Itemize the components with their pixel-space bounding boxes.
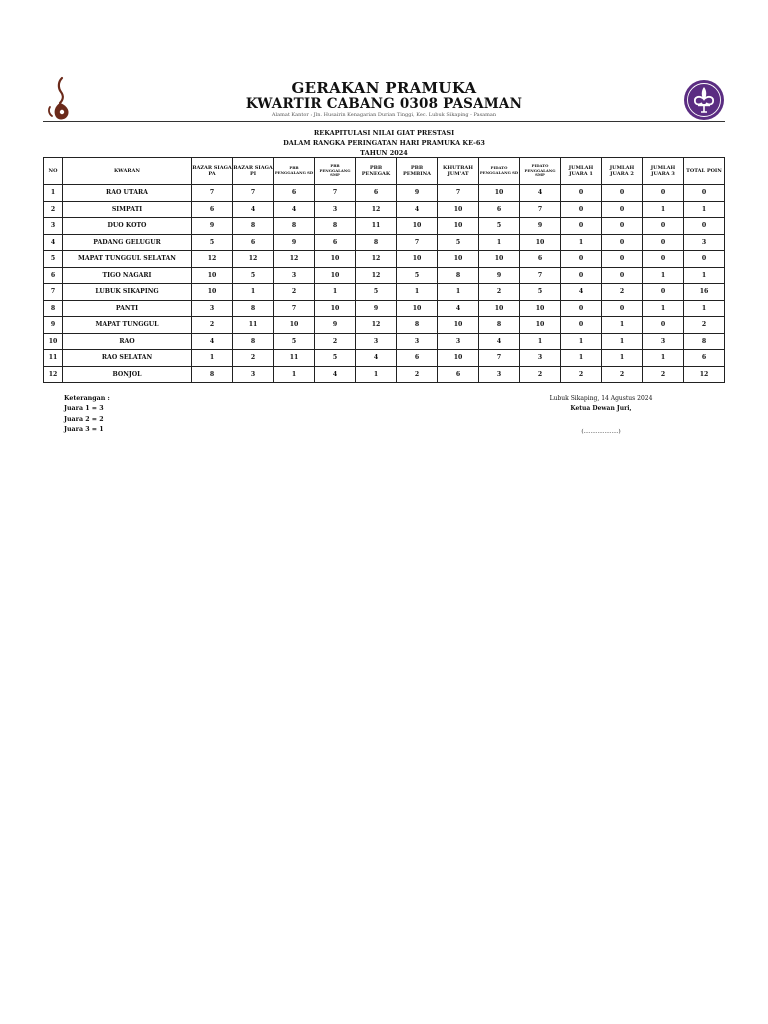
header-divider [43,121,725,122]
column-header: JUMLAH JUARA 1 [561,158,602,185]
table-row [44,284,725,301]
table-cell: 2 [274,284,315,301]
table-cell: 10 [438,350,479,367]
table-cell: 4 [274,201,315,218]
table-cell: 9 [356,300,397,317]
table-cell: 2 [643,366,684,383]
table-cell: 12 [356,267,397,284]
table-cell: 1 [684,201,725,218]
table-cell: 10 [520,317,561,334]
table-cell: 3 [684,234,725,251]
table-cell: 9 [397,185,438,202]
table-cell: 1 [643,267,684,284]
table-cell: 5 [438,234,479,251]
table-cell: 8 [397,317,438,334]
table-cell: 0 [602,185,643,202]
table-row [44,185,725,202]
table-row [44,251,725,268]
table-cell: 4 [438,300,479,317]
table-cell: 12 [274,251,315,268]
table-cell: 10 [315,300,356,317]
table-cell: 6 [233,234,274,251]
table-cell: 12 [356,251,397,268]
signature-role: Ketua Dewan Juri, [570,405,632,413]
table-cell: 1 [397,284,438,301]
signature-place-date: Lubuk Sikaping, 14 Agustus 2024 [549,395,653,402]
table-cell: 10 [520,234,561,251]
table-cell: 10 [315,267,356,284]
table-cell: 12 [44,366,63,383]
report-titles [0,128,768,158]
table-cell: 0 [643,251,684,268]
table-cell: 0 [643,317,684,334]
table-cell: 8 [44,300,63,317]
table-cell: 12 [192,251,233,268]
table-cell: 10 [192,284,233,301]
table-cell: 9 [44,317,63,334]
table-cell: 1 [192,350,233,367]
table-cell: 7 [315,185,356,202]
table-cell: 1 [602,317,643,334]
table-cell: 6 [192,201,233,218]
table-cell: 2 [561,366,602,383]
table-cell: 1 [520,333,561,350]
table-cell: 1 [643,300,684,317]
table-cell: 5 [233,267,274,284]
table-cell: 2 [684,317,725,334]
table-row [44,300,725,317]
report-title-line-1: REKAPITULASI NILAI GIAT PRESTASI [313,129,455,137]
table-cell: 0 [643,185,684,202]
table-cell: 7 [397,234,438,251]
table-cell: 4 [397,201,438,218]
table-cell: 10 [438,218,479,235]
signature-blank: (....................) [581,428,621,435]
table-cell: 4 [233,201,274,218]
table-cell: 9 [192,218,233,235]
table-cell: 0 [602,300,643,317]
table-cell: 4 [44,234,63,251]
table-cell: 5 [274,333,315,350]
table-cell: 8 [233,333,274,350]
table-cell: 0 [561,185,602,202]
table-cell: 12 [233,251,274,268]
table-cell: 10 [315,251,356,268]
table-cell: 0 [561,218,602,235]
table-cell: 3 [315,201,356,218]
table-cell: 0 [561,251,602,268]
table-cell: 1 [274,366,315,383]
kwaran-name-cell: SIMPATI [63,201,192,218]
table-cell: 7 [274,300,315,317]
table-cell: 16 [684,284,725,301]
column-header: PIDATO PENGGALANG SD [479,158,520,185]
table-cell: 3 [397,333,438,350]
table-cell: 4 [315,366,356,383]
table-cell: 1 [44,185,63,202]
table-cell: 1 [561,234,602,251]
table-cell: 5 [44,251,63,268]
table-cell: 2 [44,201,63,218]
table-cell: 6 [274,185,315,202]
table-row [44,366,725,383]
table-cell: 7 [438,185,479,202]
table-cell: 8 [315,218,356,235]
kwaran-name-cell: RAO SELATAN [63,350,192,367]
kwaran-name-cell: MAPAT TUNGGUL [63,317,192,334]
table-cell: 7 [479,350,520,367]
table-cell: 2 [602,284,643,301]
column-header: JUMLAH JUARA 2 [602,158,643,185]
table-cell: 0 [561,317,602,334]
table-cell: 11 [233,317,274,334]
table-cell: 7 [192,185,233,202]
table-cell: 6 [397,350,438,367]
table-cell: 5 [192,234,233,251]
table-cell: 8 [479,317,520,334]
table-cell: 7 [44,284,63,301]
column-header: KHUTBAH JUM'AT [438,158,479,185]
table-cell: 1 [643,201,684,218]
table-cell: 4 [356,350,397,367]
table-cell: 2 [315,333,356,350]
table-cell: 3 [44,218,63,235]
table-cell: 7 [233,185,274,202]
table-cell: 3 [643,333,684,350]
org-subtitle: KWARTIR CABANG 0308 PASAMAN [245,96,523,112]
column-header: KWARAN [63,158,192,185]
table-cell: 10 [438,317,479,334]
table-cell: 0 [602,201,643,218]
table-cell: 3 [438,333,479,350]
table-cell: 9 [520,218,561,235]
table-cell: 2 [602,366,643,383]
column-header: JUMLAH JUARA 3 [643,158,684,185]
table-cell: 3 [479,366,520,383]
table-cell: 0 [643,234,684,251]
table-cell: 0 [643,218,684,235]
table-cell: 5 [315,350,356,367]
table-cell: 5 [397,267,438,284]
report-title-line-2: DALAM RANGKA PERINGATAN HARI PRAMUKA KE-63 [283,139,485,147]
table-cell: 11 [274,350,315,367]
table-cell: 1 [684,267,725,284]
table-row [44,317,725,334]
table-cell: 10 [438,251,479,268]
table-cell: 2 [520,366,561,383]
notes-section [64,394,110,435]
table-cell: 2 [479,284,520,301]
kwaran-name-cell: RAO UTARA [63,185,192,202]
table-cell: 9 [479,267,520,284]
table-cell: 12 [684,366,725,383]
table-cell: 3 [274,267,315,284]
table-cell: 12 [356,201,397,218]
kwaran-name-cell: LUBUK SIKAPING [63,284,192,301]
table-cell: 5 [479,218,520,235]
table-cell: 6 [438,366,479,383]
table-cell: 2 [192,317,233,334]
table-cell: 10 [274,317,315,334]
table-cell: 2 [397,366,438,383]
table-cell: 8 [274,218,315,235]
kwaran-name-cell: RAO [63,333,192,350]
table-cell: 0 [561,201,602,218]
table-cell: 1 [479,234,520,251]
notes-item: Juara 1 = 3 [64,405,104,413]
table-cell: 0 [602,234,643,251]
column-header: PIDATO PENGGALANG SMP [520,158,561,185]
table-cell: 8 [438,267,479,284]
table-cell: 6 [520,251,561,268]
table-cell: 8 [233,218,274,235]
table-cell: 11 [44,350,63,367]
table-cell: 0 [602,267,643,284]
table-cell: 6 [684,350,725,367]
table-cell: 0 [602,218,643,235]
table-cell: 4 [192,333,233,350]
table-cell: 10 [520,300,561,317]
table-cell: 11 [356,218,397,235]
table-row [44,267,725,284]
table-cell: 10 [479,185,520,202]
table-cell: 1 [356,366,397,383]
table-cell: 10 [397,300,438,317]
table-cell: 0 [561,267,602,284]
table-cell: 10 [44,333,63,350]
kwaran-name-cell: PADANG GELUGUR [63,234,192,251]
column-header: BAZAR SIAGA PI [233,158,274,185]
table-cell: 4 [479,333,520,350]
table-header-row [44,158,725,185]
table-cell: 3 [356,333,397,350]
table-cell: 5 [520,284,561,301]
org-address: Alamat Kantor : Jln. Husairin Kenagarian Durian Tinggi, Kec. Lubuk Sikaping - Pasaman [271,112,497,118]
column-header: PBB PEMBINA [397,158,438,185]
column-header: PBB PENGGALANG SMP [315,158,356,185]
table-cell: 0 [684,185,725,202]
column-header: PBB PENGGALANG SD [274,158,315,185]
table-cell: 6 [356,185,397,202]
table-cell: 2 [233,350,274,367]
kwaran-name-cell: BONJOL [63,366,192,383]
signature-block [520,394,682,437]
table-cell: 1 [561,333,602,350]
table-cell: 5 [356,284,397,301]
notes-item: Juara 2 = 2 [64,415,104,423]
table-cell: 6 [479,201,520,218]
table-cell: 1 [438,284,479,301]
column-header: BAZAR SIAGA PA [192,158,233,185]
table-cell: 10 [397,251,438,268]
table-cell: 0 [561,300,602,317]
table-cell: 10 [397,218,438,235]
table-cell: 6 [315,234,356,251]
table-cell: 7 [520,201,561,218]
table-cell: 1 [643,350,684,367]
column-header: PBB PENEGAK [356,158,397,185]
table-cell: 10 [479,300,520,317]
column-header: NO [44,158,63,185]
score-table [43,157,725,383]
table-cell: 0 [684,218,725,235]
table-cell: 1 [602,350,643,367]
table-cell: 3 [192,300,233,317]
table-cell: 8 [356,234,397,251]
table-cell: 0 [602,251,643,268]
table-row [44,234,725,251]
table-cell: 6 [44,267,63,284]
table-cell: 1 [684,300,725,317]
table-cell: 1 [561,350,602,367]
kwaran-name-cell: MAPAT TUNGGUL SELATAN [63,251,192,268]
notes-heading: Keterangan : [64,395,110,402]
report-title-line-3: TAHUN 2024 [360,149,408,157]
notes-item: Juara 3 = 1 [64,425,104,433]
table-cell: 1 [602,333,643,350]
table-cell: 7 [520,267,561,284]
table-cell: 3 [233,366,274,383]
table-cell: 10 [192,267,233,284]
kwaran-name-cell: PANTI [63,300,192,317]
table-cell: 10 [438,201,479,218]
table-cell: 10 [479,251,520,268]
table-row [44,333,725,350]
table-cell: 8 [684,333,725,350]
table-row [44,350,725,367]
org-title: GERAKAN PRAMUKA [291,79,477,97]
table-cell: 3 [520,350,561,367]
kwaran-name-cell: TIGO NAGARI [63,267,192,284]
table-cell: 8 [233,300,274,317]
table-cell: 1 [315,284,356,301]
kwaran-name-cell: DUO KOTO [63,218,192,235]
table-cell: 12 [356,317,397,334]
table-cell: 0 [643,284,684,301]
table-cell: 4 [520,185,561,202]
table-cell: 8 [192,366,233,383]
table-cell: 0 [684,251,725,268]
table-cell: 4 [561,284,602,301]
table-row [44,218,725,235]
table-row [44,201,725,218]
table-cell: 9 [315,317,356,334]
table-cell: 1 [233,284,274,301]
column-header: TOTAL POIN [684,158,725,185]
table-cell: 9 [274,234,315,251]
scout-fleur-de-lis-emblem-icon [683,79,725,121]
